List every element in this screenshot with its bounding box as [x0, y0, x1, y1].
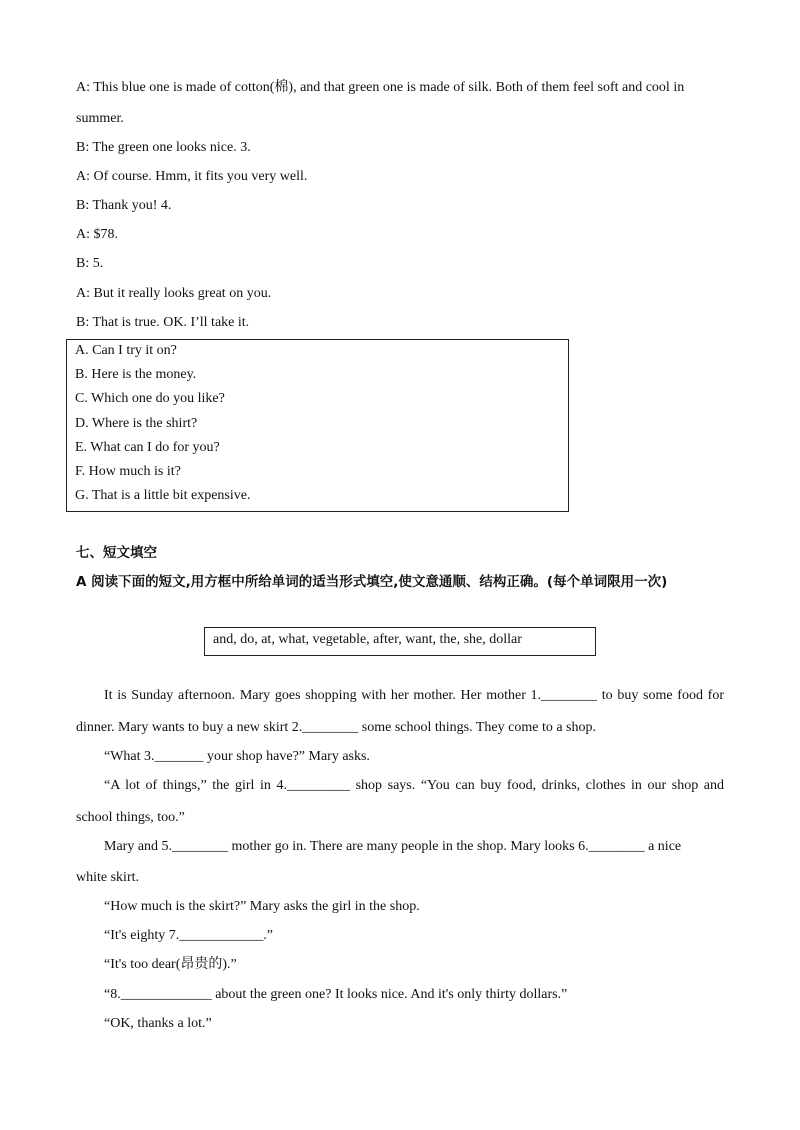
passage-line: dinner. Mary wants to buy a new skirt 2.________ some school things. They come to a shop.	[76, 720, 597, 735]
passage-line: school things, too.”	[76, 810, 185, 825]
option-a: A. Can I try it on?	[75, 343, 177, 358]
option-f: F. How much is it?	[75, 464, 181, 479]
option-c: C. Which one do you like?	[75, 391, 225, 406]
dialogue-line-9: B: That is true. OK. I’ll take it.	[76, 315, 250, 330]
passage-line: “8._____________ about the green one? It looks nice. And it's only thirty dollars.”	[104, 987, 568, 1002]
section-instruction: A 阅读下面的短文,用方框中所给单词的适当形式填空,使文意通顺、结构正确。(每个单词限用一次)	[76, 574, 668, 590]
option-e: E. What can I do for you?	[75, 440, 220, 455]
option-d: D. Where is the shirt?	[75, 416, 198, 431]
dialogue-line-4: A: Of course. Hmm, it fits you very well.	[76, 169, 308, 184]
passage-line: “It's eighty 7.____________.”	[104, 928, 273, 943]
section-title: 七、短文填空	[76, 545, 157, 561]
passage-line: white skirt.	[76, 870, 139, 885]
dialogue-line-8: A: But it really looks great on you.	[76, 286, 272, 301]
passage-line: “OK, thanks a lot.”	[104, 1016, 212, 1031]
dialogue-line-3: B: The green one looks nice. 3.	[76, 140, 251, 155]
options-box	[66, 339, 569, 512]
passage-line: “A lot of things,” the girl in 4._________ shop says. “You can buy food, drinks, clothes in our shop and	[104, 778, 724, 793]
passage-line: “How much is the skirt?” Mary asks the girl in the shop.	[104, 899, 420, 914]
option-b: B. Here is the money.	[75, 367, 197, 382]
word-bank-box	[204, 627, 596, 656]
word-bank: and, do, at, what, vegetable, after, want, the, she, dollar	[213, 632, 522, 647]
dialogue-line-1: A: This blue one is made of cotton(棉), and that green one is made of silk. Both of them feel soft and cool in	[76, 80, 685, 95]
dialogue-line-5: B: Thank you! 4.	[76, 198, 172, 213]
option-g: G. That is a little bit expensive.	[75, 488, 251, 503]
dialogue-line-2: summer.	[76, 111, 124, 126]
passage-line: “What 3._______ your shop have?” Mary asks.	[104, 749, 370, 764]
passage-line: It is Sunday afternoon. Mary goes shopping with her mother. Her mother 1.________ to buy some food for	[104, 688, 724, 703]
passage-line: “It's too dear(昂贵的).”	[104, 957, 237, 972]
dialogue-line-6: A: $78.	[76, 227, 118, 242]
dialogue-line-7: B: 5.	[76, 256, 104, 271]
passage-line: Mary and 5.________ mother go in. There are many people in the shop. Mary looks 6.________ a nice	[104, 839, 682, 854]
